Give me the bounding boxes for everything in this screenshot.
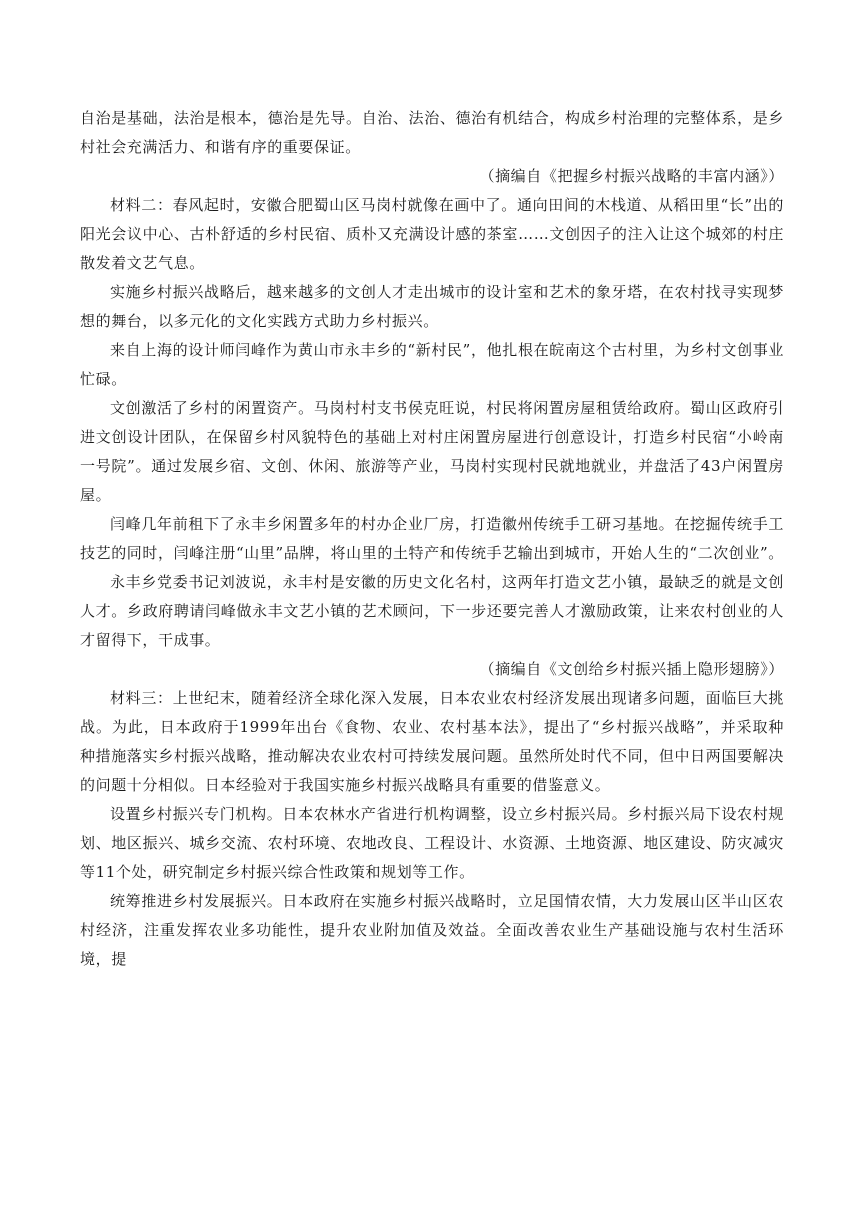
- paragraph-governance: 自治是基础，法治是根本，德治是先导。自治、法治、德治有机结合，构成乡村治理的完整体系，是乡村社会充满活力、和谐有序的重要保证。: [80, 109, 784, 156]
- paragraph-handicraft-base: 闫峰几年前租下了永丰乡闲置多年的村办企业厂房，打造徽州传统手工研习基地。在挖掘传统手工技艺的同时，闫峰注册“山里”品牌，将山里的土特产和传统手艺输出到城市，开始人生的“二次创业”。: [80, 515, 784, 562]
- article-body: [80, 104, 784, 974]
- paragraph-special-agency: 设置乡村振兴专门机构。日本农林水产省进行机构调整，设立乡村振兴局。乡村振兴局下设农村规划、地区振兴、城乡交流、农村环境、农地改良、工程设计、水资源、土地资源、地区建设、防灾减灾等11个处，研究制定乡村振兴综合性政策和规划等工作。: [80, 805, 784, 881]
- paragraph-material-three-intro: 材料三：上世纪末，随着经济全球化深入发展，日本农业农村经济发展出现诸多问题，面临巨大挑战。为此，日本政府于1999年出台《食物、农业、农村基本法》，提出了“乡村振兴战略”，并采取种种措施落实乡村振兴战略，推动解决农业农村可持续发展问题。虽然所处时代不同，但中日两国要解决的问题十分相似。日本经验对于我国实施乡村振兴战略具有重要的借鉴意义。: [80, 689, 784, 794]
- paragraph-creative-talent: 实施乡村振兴战略后，越来越多的文创人才走出城市的设计室和艺术的象牙塔，在农村找寻实现梦想的舞台，以多元化的文化实践方式助力乡村振兴。: [80, 283, 784, 330]
- paragraph-talent-policy: 永丰乡党委书记刘波说，永丰村是安徽的历史文化名村，这两年打造文艺小镇，最缺乏的就是文创人才。乡政府聘请闫峰做永丰文艺小镇的艺术顾问，下一步还要完善人才激励政策，让来农村创业的人才留得下，干成事。: [80, 573, 784, 649]
- paragraph-rural-development: 统筹推进乡村发展振兴。日本政府在实施乡村振兴战略时，立足国情农情，大力发展山区半山区农村经济，注重发挥农业多功能性，提升农业附加值及效益。全面改善农业生产基础设施与农村生活环境，提: [80, 892, 784, 968]
- source-citation-1: （摘编自《把握乡村振兴战略的丰富内涵》）: [479, 167, 784, 185]
- paragraph-designer-yanfeng: 来自上海的设计师闫峰作为黄山市永丰乡的“新村民”，他扎根在皖南这个古村里，为乡村文创事业忙碌。: [80, 341, 784, 388]
- source-citation-2: （摘编自《文创给乡村振兴插上隐形翅膀》）: [479, 660, 784, 678]
- paragraph-material-two-intro: 材料二：春风起时，安徽合肥蜀山区马岗村就像在画中了。通向田间的木栈道、从稻田里“长”出的阳光会议中心、古朴舒适的乡村民宿、质朴又充满设计感的茶室……文创因子的注入让这个城郊的村庄散发着文艺气息。: [80, 196, 784, 272]
- paragraph-idle-assets: 文创激活了乡村的闲置资产。马岗村村支书侯克旺说，村民将闲置房屋租赁给政府。蜀山区政府引进文创设计团队，在保留乡村风貌特色的基础上对村庄闲置房屋进行创意设计，打造乡村民宿“小岭南一号院”。通过发展乡宿、文创、休闲、旅游等产业，马岗村实现村民就地就业，并盘活了43户闲置房屋。: [80, 399, 784, 504]
